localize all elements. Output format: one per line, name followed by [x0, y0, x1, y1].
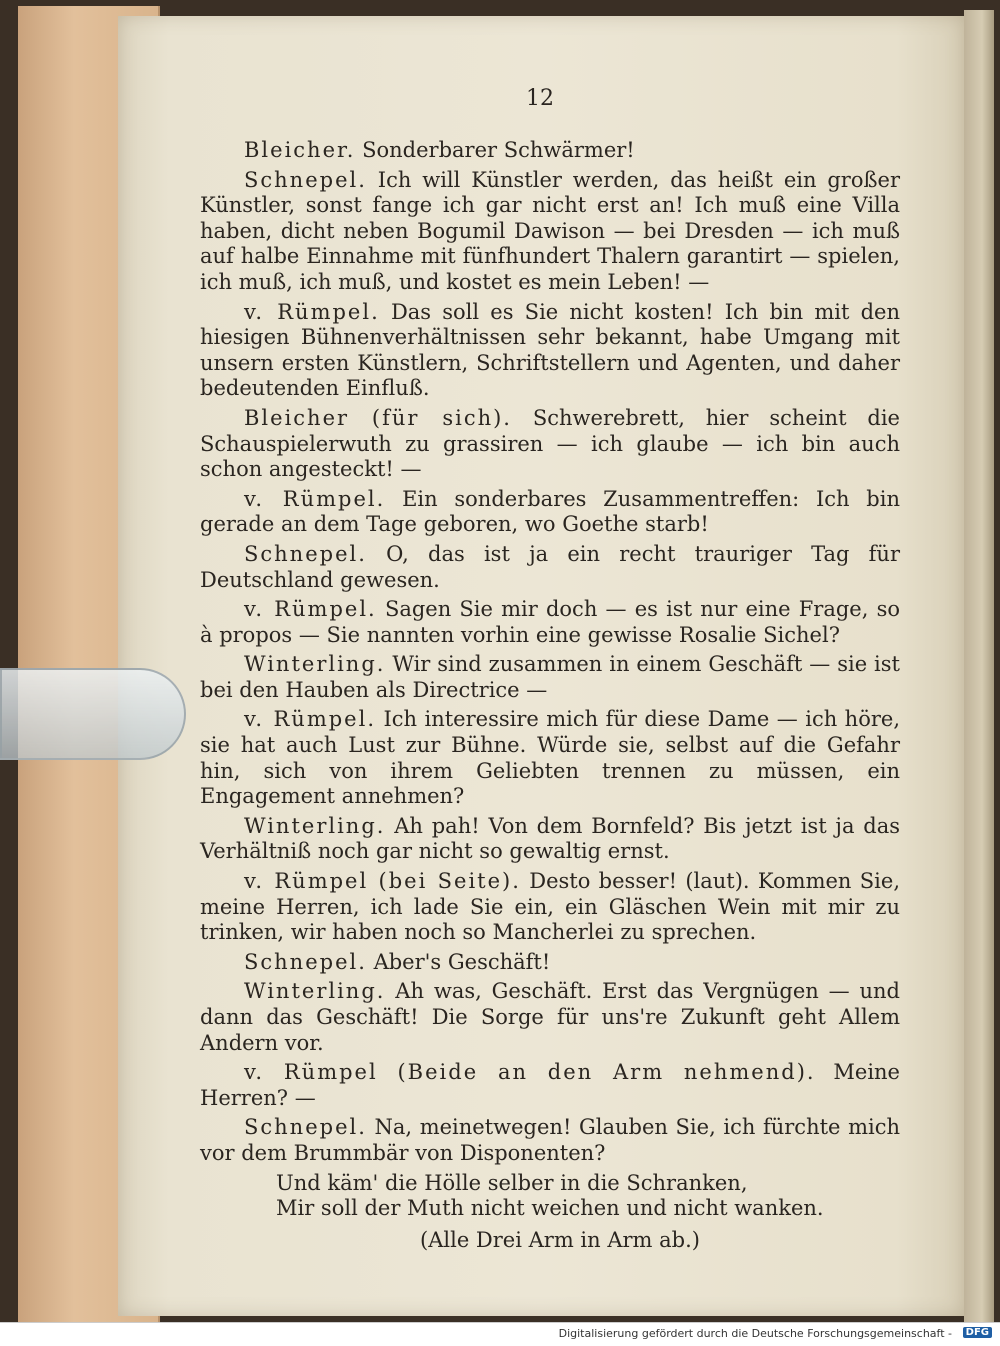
dialogue-paragraph	[200, 300, 900, 402]
dialogue-paragraph	[200, 1115, 900, 1166]
speaker-name: Schnepel.	[244, 949, 367, 974]
speaker-name: v. Rümpel.	[244, 707, 377, 732]
speaker-name: Schnepel.	[244, 167, 367, 192]
speech-text: Desto besser! (laut). Kommen Sie, meine Herren, ich lade Sie ein, ein Gläschen Wein mit mir zu trinken, wir haben noch so Mancherlei zu sprechen.	[200, 869, 900, 945]
verse	[200, 1171, 900, 1222]
dialogue-paragraph	[200, 1060, 900, 1111]
dialogue-paragraph	[200, 597, 900, 648]
speech-text: Na, meinetwegen! Glauben Sie, ich fürchte mich vor dem Brummbär von Disponenten?	[200, 1115, 900, 1165]
dialogue-paragraph	[200, 652, 900, 703]
speaker-name: Bleicher.	[244, 138, 356, 162]
speaker-name: v. Rümpel (Beide an den Arm nehmend).	[244, 1060, 816, 1085]
speech-text: Schwerebrett, hier scheint die Schauspielerwuth zu grassiren — ich glaube — ich bin auch schon angesteckt! —	[200, 405, 900, 482]
dialogue-paragraph	[200, 542, 900, 593]
stage-direction: (Alle Drei Arm in Arm ab.)	[420, 1227, 700, 1252]
dialogue-paragraph	[200, 406, 900, 483]
speech-text: Wir sind zusammen in einem Geschäft — sie ist bei den Hauben als Directrice —	[200, 652, 900, 702]
dialogue-paragraph	[200, 950, 900, 976]
page-clip	[0, 668, 186, 760]
verse-line: Mir soll der Muth nicht weichen und nicht wanken.	[276, 1196, 824, 1221]
speaker-name: Bleicher (für sich).	[244, 405, 512, 430]
speech-text: Ich will Künstler werden, das heißt ein großer Künstler, sonst fange ich gar nicht erst an! Ich muß eine Villa haben, dicht neben Bogumil Dawison — bei Dresden — ich muß auf halbe Einnahme mit fünfhundert Thalern garantirt — spielen, ich muß, ich muß, und kostet es mein Leben! —	[200, 167, 900, 294]
speech-text: Sonderbarer Schwärmer!	[362, 138, 635, 162]
speech-text: Ah was, Geschäft. Erst das Vergnügen — und dann das Geschäft! Die Sorge für uns're Zukunft geht Allem Andern vor.	[200, 979, 900, 1055]
verse-line: Und käm' die Hölle selber in die Schranken,	[276, 1170, 748, 1195]
speech-text: Das soll es Sie nicht kosten! Ich bin mit den hiesigen Bühnenverhältnissen sehr bekannt, habe Umgang mit unsern ersten Künstlern, Schriftstellern und Agenten, und daher bedeutenden Einfluß.	[200, 299, 900, 401]
speech-text: O, das ist ja ein recht trauriger Tag für Deutschland gewesen.	[200, 541, 900, 592]
speech-text: Aber's Geschäft!	[373, 949, 551, 974]
speaker-name: v. Rümpel.	[244, 486, 386, 511]
page-edge	[964, 10, 994, 1322]
speaker-name: Schnepel.	[244, 541, 367, 566]
speech-text: Meine Herren? —	[200, 1060, 900, 1110]
speaker-name: v. Rümpel.	[244, 299, 380, 324]
page-number: 12	[526, 86, 554, 111]
footer-bar	[0, 1322, 1000, 1346]
speech-text: Ein sonderbares Zusammentreffen: Ich bin gerade an dem Tage geboren, wo Goethe starb!	[200, 486, 900, 537]
speech-text: Ich interessire mich für diese Dame — ich höre, sie hat auch Lust zur Bühne. Würde sie, selbst auf die Gefahr hin, sich von ihrem Geliebten trennen zu müssen, ein Engagement annehmen?	[200, 707, 900, 809]
speaker-name: Schnepel.	[244, 1115, 367, 1140]
dialogue-paragraph	[200, 138, 900, 164]
speaker-name: Winterling.	[244, 813, 386, 838]
page-text	[200, 138, 900, 1253]
dialogue	[200, 138, 900, 1167]
speaker-name: Winterling.	[244, 652, 386, 677]
speech-text: Sagen Sie mir doch — es ist nur eine Frage, so à propos — Sie nannten vorhin eine gewisse Rosalie Sichel?	[200, 597, 901, 647]
dialogue-paragraph	[200, 979, 900, 1056]
speaker-name: Winterling.	[244, 979, 386, 1004]
dialogue-paragraph	[200, 707, 900, 809]
dialogue-paragraph	[200, 168, 900, 296]
speaker-name: v. Rümpel (bei Seite).	[244, 869, 521, 894]
speaker-name: v. Rümpel.	[244, 597, 377, 622]
footer-credit: Digitalisierung gefördert durch die Deutsche Forschungsgemeinschaft -	[558, 1327, 952, 1340]
dialogue-paragraph	[200, 487, 900, 538]
dialogue-paragraph	[200, 814, 900, 865]
dialogue-paragraph	[200, 869, 900, 946]
speech-text: Ah pah! Von dem Bornfeld? Bis jetzt ist ja das Verhältniß noch gar nicht so gewaltig ernst.	[200, 813, 900, 864]
dfg-logo: DFG	[963, 1327, 992, 1338]
